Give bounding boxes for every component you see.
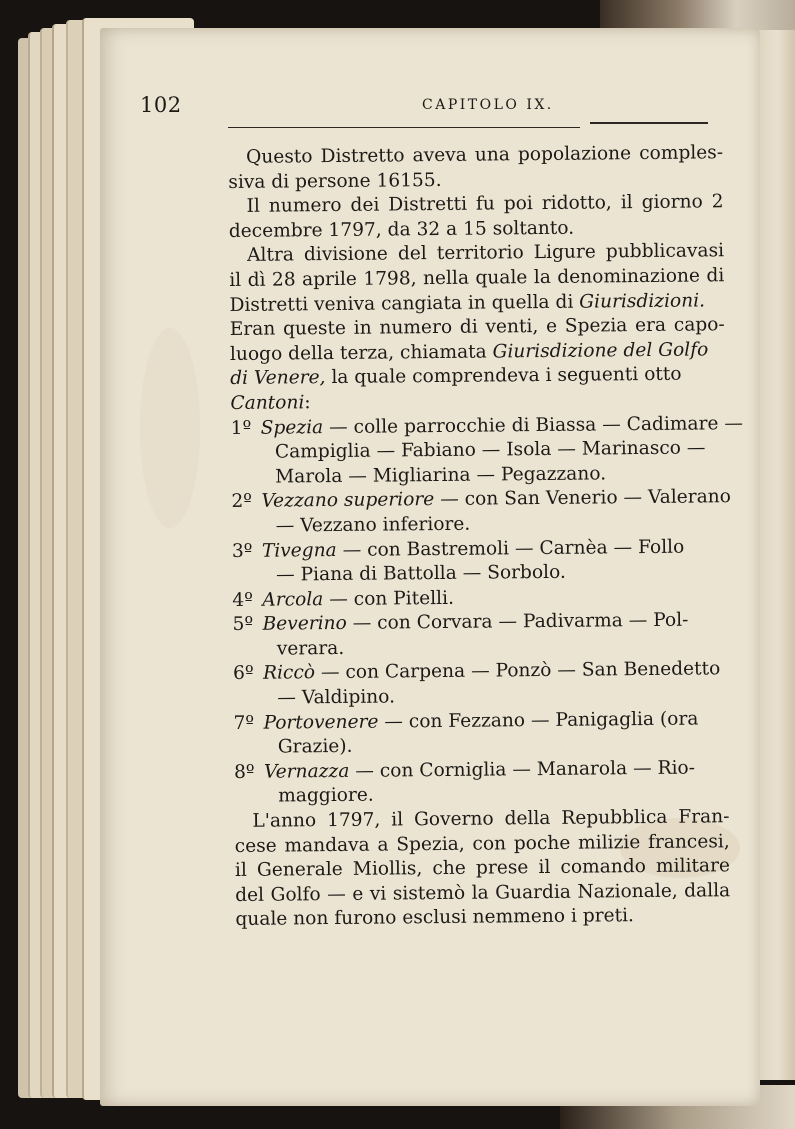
canton-text: — colle parrocchie di Biassa — Cadimare —	[329, 412, 744, 438]
canton-number: 8º	[233, 761, 255, 783]
canton-line	[232, 535, 727, 564]
running-title: CAPITOLO IX.	[422, 97, 554, 113]
canton-line: Marola — Migliarina — Pegazzano.	[275, 463, 607, 488]
canton-name: Spezia	[260, 416, 324, 439]
italic-term: Giurisdizione del Golfo	[492, 339, 709, 363]
canton-text: — con Corniglia — Manarola — Rio-	[355, 757, 696, 782]
canton-line: — Valdipino.	[277, 686, 396, 709]
page-body-text	[228, 141, 744, 933]
paper-stain	[140, 328, 200, 528]
canton-text: — con Fezzano — Panigaglia (ora	[384, 708, 699, 733]
canton-text: — con Pitelli.	[329, 587, 455, 610]
canton-number: 4º	[232, 589, 254, 611]
text-line: il dì 28 aprile 1798, nella quale la denominazione di	[229, 265, 725, 291]
canton-line	[233, 658, 728, 687]
canton-text: — con Carpena — Ponzò — San Benedetto	[320, 658, 721, 684]
text-line: decembre 1797, da 32 a 15 soltanto.	[228, 217, 575, 242]
canton-name: Tivegna	[261, 539, 337, 562]
canton-text: — con Corvara — Padivarma — Pol-	[352, 609, 689, 635]
text-line	[230, 363, 725, 392]
page-header	[140, 93, 700, 121]
italic-term: di Venere,	[230, 367, 326, 390]
canton-number: 6º	[232, 663, 254, 685]
canton-line: maggiore.	[278, 785, 374, 807]
text-span: :	[304, 392, 311, 414]
canton-name: Beverino	[262, 613, 347, 635]
text-span: luogo della terza, chiamata	[229, 341, 493, 365]
text-line: Il numero dei Distretti fu poi ridotto, il giorno 2	[246, 191, 724, 218]
canton-number: 1º	[230, 417, 252, 439]
canton-number: 2º	[231, 491, 253, 513]
text-line: L'anno 1797, il Governo della Repubblica Fran-	[252, 806, 730, 832]
canton-number: 3º	[231, 540, 253, 562]
text-line: Altra divisione del territorio Ligure pubblicavasi	[246, 240, 725, 267]
canton-line: — Vezzano inferiore.	[275, 513, 471, 537]
text-span: Distretti veniva cangiata in quella di	[229, 291, 580, 316]
header-rule	[228, 127, 580, 128]
text-line: Eran queste in numero di venti, e Spezia era capo-	[229, 314, 725, 341]
text-line: il Generale Miollis, che prese il comando militare	[234, 855, 731, 882]
text-line: siva di persone 16155.	[228, 169, 442, 193]
text-line: Questo Distretto aveva una popolazione comples-	[246, 142, 724, 168]
canton-name: Vernazza	[263, 760, 350, 783]
canton-number: 5º	[232, 614, 254, 636]
canton-name: Vezzano superiore	[261, 489, 435, 513]
page-number: 102	[140, 93, 182, 117]
text-line: del Golfo — e vi sistemò la Guardia Nazionale, dalla	[235, 880, 731, 906]
canton-line: — Piana di Battolla — Sorbolo.	[276, 561, 566, 586]
canton-name: Riccò	[262, 662, 316, 685]
text-line: cese mandava a Spezia, con poche milizie francesi,	[234, 830, 730, 857]
canton-number: 7º	[233, 712, 255, 734]
canton-line: verara.	[276, 637, 345, 660]
italic-term: Cantoni	[230, 392, 305, 414]
canton-name: Portovenere	[263, 711, 379, 734]
canton-line	[232, 609, 727, 638]
canton-text: — con Bastremoli — Carnèa — Follo	[342, 536, 685, 561]
canton-line	[233, 707, 728, 736]
canton-line: Grazie).	[277, 736, 353, 758]
canton-text: — con San Venerio — Valerano	[440, 486, 732, 511]
canton-name: Arcola	[262, 588, 324, 611]
canton-line	[231, 486, 732, 515]
italic-term: Giurisdizioni.	[579, 289, 706, 313]
text-span: la quale comprendeva i seguenti otto	[325, 364, 682, 389]
header-rule	[590, 122, 708, 124]
canton-line: Campiglia — Fabiano — Isola — Marinasco —	[274, 437, 706, 463]
text-line: quale non furono esclusi nemmeno i preti.	[235, 905, 635, 931]
